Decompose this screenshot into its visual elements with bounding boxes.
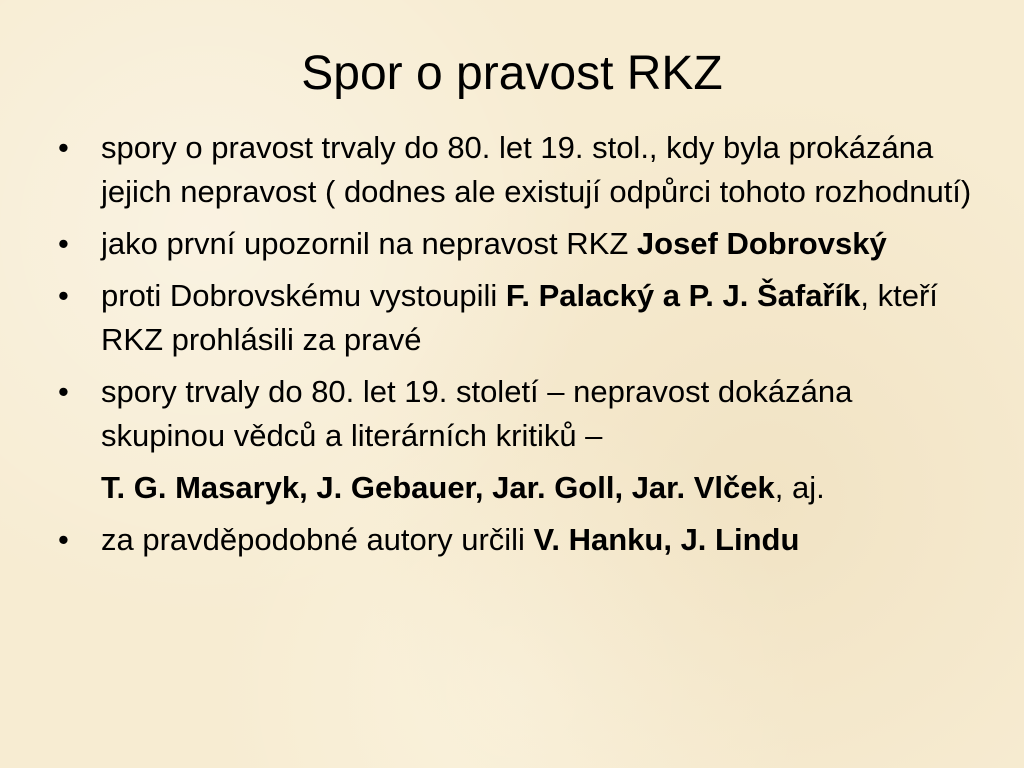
bullet-icon: • — [58, 130, 69, 165]
bullet-text-after: , aj. — [774, 470, 825, 505]
bullet-bold-text: T. G. Masaryk, J. Gebauer, Jar. Goll, Jar. Vlček — [101, 470, 775, 505]
bullet-text-after: , kteří RKZ prohlásili za pravé — [101, 278, 938, 357]
bullet-icon: • — [58, 278, 69, 313]
bullet-item-3 — [56, 274, 976, 362]
bullet-item-1 — [56, 126, 976, 214]
bullet-bold-text: V. Hanku, J. Lindu — [533, 522, 800, 557]
bullet-bold-text: F. Palacký a P. J. Šafařík — [505, 278, 861, 313]
bullet-text: jako první upozornil na nepravost RKZ — [101, 226, 637, 261]
bullet-continuation — [56, 466, 976, 510]
bullet-item-4 — [56, 370, 976, 458]
bullet-bold-text: Josef Dobrovský — [636, 226, 887, 261]
bullet-item-5 — [56, 518, 976, 562]
bullet-list — [56, 126, 976, 570]
bullet-text: proti Dobrovskému vystoupili — [101, 278, 506, 313]
bullet-text: spory trvaly do 80. let 19. století – nepravost dokázána skupinou vědců a literárních kritiků – — [101, 374, 853, 453]
bullet-icon: • — [58, 522, 69, 557]
bullet-icon: • — [58, 226, 69, 261]
bullet-text: spory o pravost trvaly do 80. let 19. stol., kdy byla prokázána jejich nepravost ( dodnes ale existují odpůrci tohoto rozhodnutí) — [101, 130, 972, 209]
bullet-text: za pravděpodobné autory určili — [101, 522, 534, 557]
slide-title: Spor o pravost RKZ — [301, 47, 723, 100]
bullet-item-2 — [56, 222, 976, 266]
bullet-icon: • — [58, 374, 69, 409]
